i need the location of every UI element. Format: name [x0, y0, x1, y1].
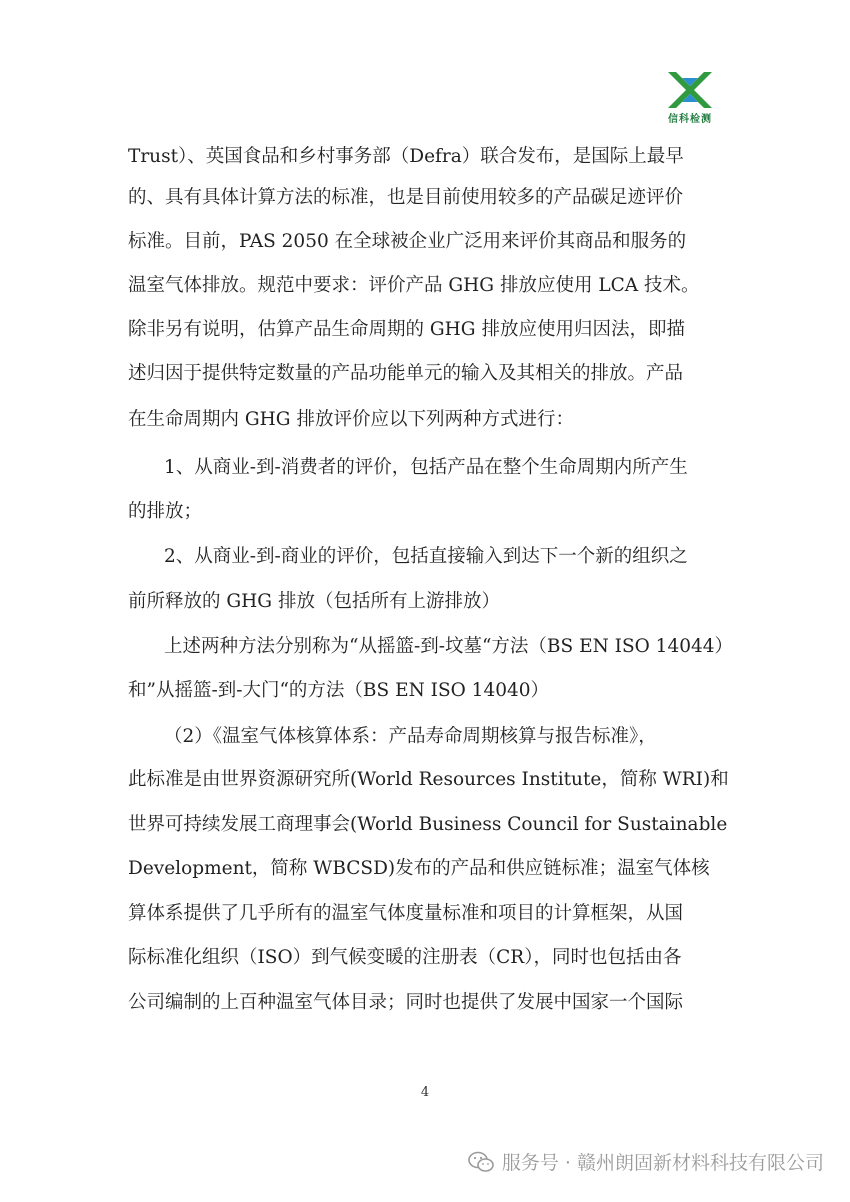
methods-line-1: 上述两种方法分别称为“从摇篮-到-坟墓“方法（BS EN ISO 14044） — [164, 636, 734, 657]
text-line-4: 温室气体排放。规范中要求：评价产品 GHG 排放应使用 LCA 技术。 — [128, 275, 700, 296]
text-line-7: 在生命周期内 GHG 排放评价应以下列两种方式进行： — [128, 409, 574, 430]
list-item-1-cont: 的排放； — [128, 501, 203, 522]
footer-text: 服务号 · 赣州朗固新材料科技有限公司 — [501, 1152, 824, 1174]
page-number: 4 — [420, 1085, 430, 1100]
text-line-6: 述归因于提供特定数量的产品功能单元的输入及其相关的排放。产品 — [128, 363, 684, 384]
logo-text: 信科检测 — [668, 114, 712, 125]
text-line-19: 际标准化组织（ISO）到气候变暖的注册表（CR），同时也包括由各 — [128, 947, 682, 968]
wechat-icon — [468, 1151, 494, 1173]
standard-title: （2）《温室气体核算体系：产品寿命周期核算与报告标准》， — [164, 726, 657, 747]
text-line-18: 算体系提供了几乎所有的温室气体度量标准和项目的计算框架，从国 — [128, 903, 684, 924]
text-line-5: 除非另有说明，估算产品生命周期的 GHG 排放应使用归因法，即描 — [128, 319, 685, 340]
methods-line-2: 和”从摇篮-到-大门“的方法（BS EN ISO 14040） — [128, 680, 550, 701]
text-line-2: 的、具有具体计算方法的标准，也是目前使用较多的产品碳足迹评价 — [128, 187, 684, 208]
text-line-3: 标准。目前，PAS 2050 在全球被企业广泛用来评价其商品和服务的 — [128, 231, 687, 252]
text-line-17: Development，简称 WBCSD)发布的产品和供应链标准；温室气体核 — [128, 858, 710, 879]
list-item-1: 1、从商业-到-消费者的评价，包括产品在整个生命周期内所产生 — [164, 457, 688, 478]
text-line-16: 世界可持续发展工商理事会(World Business Council for Sustainable — [128, 814, 728, 835]
text-line-1: Trust）、英国食品和乡村事务部（Defra）联合发布，是国际上最早 — [128, 146, 684, 167]
list-item-2-cont: 前所释放的 GHG 排放（包括所有上游排放） — [128, 591, 500, 612]
text-line-20: 公司编制的上百种温室气体目录；同时也提供了发展中国家一个国际 — [128, 992, 684, 1013]
xk-logo-icon — [660, 70, 720, 110]
text-line-15: 此标准是由世界资源研究所(World Resources Institute，简称 WRI)和 — [128, 769, 729, 790]
company-logo — [660, 70, 720, 126]
watermark-footer — [468, 1148, 824, 1175]
list-item-2: 2、从商业-到-商业的评价，包括直接输入到达下一个新的组织之 — [164, 546, 688, 567]
